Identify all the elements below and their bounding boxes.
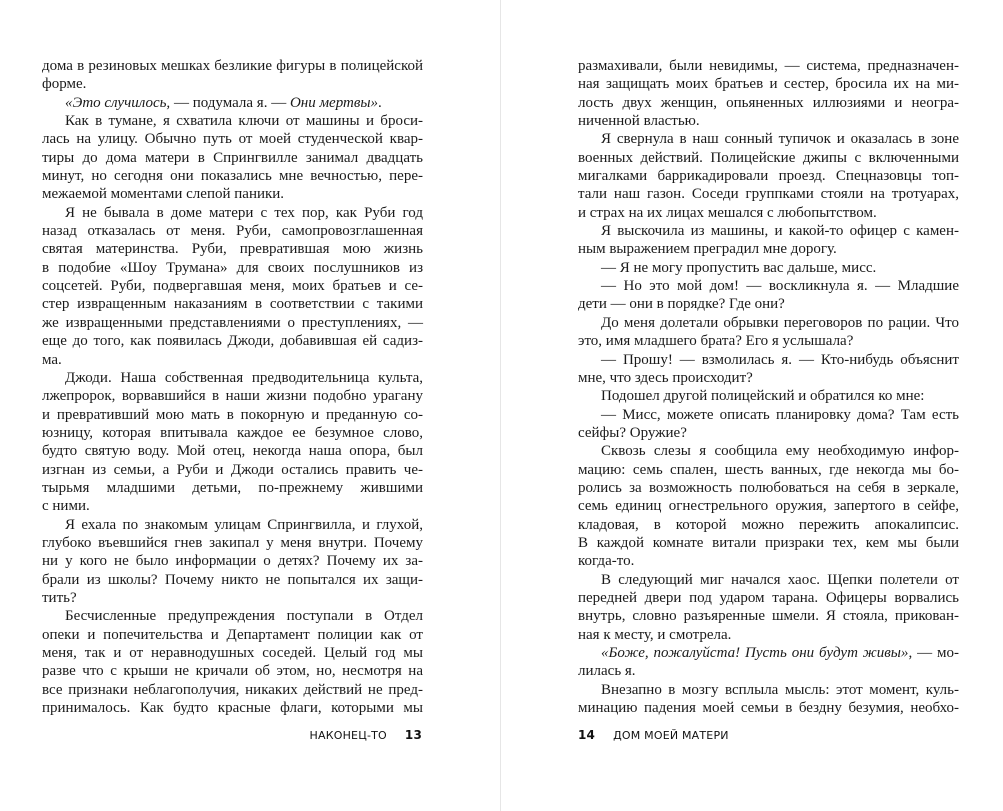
text-line [42, 94, 423, 112]
text-line: лость двух женщин, опьяненных иллюзиями и неогра- [578, 94, 959, 111]
text-line: стер извращенным наказаниям в соответствии с такими [42, 296, 423, 313]
text-line: же извращенными представлениями о преступлениях, — [42, 314, 423, 331]
text-line: в подобие «Шоу Трумана» для своих послушников из [42, 259, 423, 276]
text-segment: . [378, 94, 382, 111]
text-line: Бесчисленные предупреждения поступали в Отдел [65, 608, 423, 625]
text-line: Я ехала по знакомым улицам Спрингвилла, и глухой, [65, 516, 423, 533]
text-line: мигалками баррикадировали проезд. Спецназовцы топ- [578, 168, 959, 185]
text-line: тить? [42, 589, 77, 606]
text-line: тали наш газон. Соседи группками стояли на тротуарах, [578, 186, 959, 203]
text-line: семь единиц огнестрельного оружия, запертого в сейфе, [578, 498, 959, 515]
text-line: — Прошу! — взмолилась я. — Кто-нибудь объяснит [601, 351, 959, 368]
text-line: когда-то. [578, 553, 635, 570]
text-line: Внезапно в мозгу всплыла мысль: этот момент, куль- [601, 681, 959, 698]
left-page-footer [310, 728, 422, 742]
text-line: межаемой моментами слепой паники. [42, 186, 285, 203]
text-line: — Я не могу пропустить вас дальше, мисс. [601, 259, 877, 276]
text-line: размахивали, были невидимы, — система, предназначен- [578, 58, 959, 74]
text-line: Сквозь слезы я сообщила ему необходимую инфор- [601, 443, 959, 460]
right-page-body [578, 57, 959, 717]
text-line: ным выражением преградил мне дорогу. [578, 241, 837, 258]
running-head: НАКОНЕЦ-ТО [309, 729, 387, 742]
text-line: все признаки неблагополучия, никаких действий не пред- [42, 681, 423, 698]
text-line: ная защищать моих братьев и сестер, бросила их на ми- [578, 76, 959, 93]
text-line: соцсетей. Руби, подвергавшая меня, моих братьев и се- [42, 278, 423, 295]
text-line: лилась я. [578, 663, 636, 680]
text-line: тиры до дома матери в Спрингвилле занимал двадцать [42, 149, 423, 166]
running-head: ДОМ МОЕЙ МАТЕРИ [613, 729, 729, 742]
left-page-body [42, 57, 423, 717]
text-line: принималось. Как будто красные флаги, которыми мы [42, 700, 423, 717]
text-line: тырьмя младшими детьми, по-прежнему жившими [42, 479, 423, 496]
text-line: дома в резиновых мешках безликие фигуры в полицейской [42, 58, 423, 74]
text-line: — Мисс, можете описать планировку дома? Там есть [601, 406, 959, 423]
text-line: — Но это мой дом! — воскликнула я. — Младшие [601, 278, 959, 295]
text-line: лась на улицу. Обычно путь от моей студенческой квар- [42, 131, 423, 148]
text-line: еще до того, как появилась Джоди, добавившая ей садиз- [42, 333, 423, 350]
text-line: ни у кого не было информации о детях? Почему их за- [42, 553, 423, 570]
text-line: внутрь, словно разъяренные шмели. Я стояла, прикован- [578, 608, 959, 625]
text-line: меня, так и от неравнодушных соседей. Целый год мы [42, 645, 423, 661]
text-line: ная к месту, и смотрела. [578, 626, 732, 643]
text-line: Я не бывала в доме матери с тех пор, как Руби год [65, 204, 423, 221]
text-line: с ними. [42, 498, 90, 515]
italic-text: «Боже, пожалуйста! Пусть они будут живы» [601, 645, 909, 661]
text-line: Подошел другой полицейский и обратился ко мне: [601, 388, 925, 405]
gutter-divider [500, 0, 501, 811]
text-line: святая материнства. Руби, превратившая мою жизнь [42, 241, 423, 258]
text-line: ролись за возможность полюбоваться на себя в зеркале, [578, 479, 959, 496]
text-line: глубоко въевшийся гнев закипал у меня внутри. Почему [42, 534, 423, 551]
text-line: назад отказалась от меня. Руби, самопровозглашенная [42, 223, 423, 240]
text-line: юзницу, которая впитывала каждое ее безумное слово, [42, 424, 423, 441]
text-line: До меня долетали обрывки переговоров по рации. Что [601, 314, 959, 331]
text-line: Я выскочила из машины, и какой-то офицер с камен- [601, 223, 959, 240]
text-line: мне, что здесь происходит? [578, 369, 753, 386]
text-line: это, имя младшего брата? Его я услышала? [578, 333, 854, 350]
text-line: В следующий миг начался хаос. Щепки полетели от [601, 571, 959, 588]
text-line: разве что с крыши не кричали об этом, но, несмотря на [42, 663, 423, 680]
text-line: дети — они в порядке? Где они? [578, 296, 785, 313]
right-page-footer [578, 728, 729, 742]
text-line: военных действий. Полицейские джипы с включенными [578, 149, 959, 166]
text-line: Как в тумане, я схватила ключи от машины и броси- [65, 113, 423, 130]
text-segment: — подумала я. — [170, 94, 290, 111]
text-line: опеки и попечительства и Департамент полиции как от [42, 626, 423, 643]
text-line: форме. [42, 76, 87, 93]
text-line: минут, но сегодня они показались мне вечностью, пере- [42, 168, 423, 185]
text-line: будто святую воду. Мой отец, некогда наша опора, был [42, 443, 423, 460]
text-line: Джоди. Наша собственная предводительница культа, [65, 369, 423, 386]
italic-text: Они мертвы» [289, 94, 379, 111]
text-line: ма. [42, 351, 62, 368]
text-line: лжепророк, ворвавшийся в наши жизни подобно урагану [42, 388, 423, 405]
text-line: Я свернула в наш сонный тупичок и оказалась в зоне [601, 131, 959, 148]
text-line: мацию: семь спален, шесть ванных, где некогда мы бо- [578, 461, 959, 478]
text-line: передней двери под ударом тарана. Офицеры ворвались [578, 589, 959, 606]
text-segment: , — мо- [908, 645, 959, 661]
italic-text: «Это случилось, [65, 94, 171, 111]
text-line: и превративший мою мать в покорную и преданную со- [42, 406, 423, 423]
text-line [578, 644, 959, 662]
text-line: изгнан из семьи, а Руби и Джоди остались править че- [42, 461, 423, 478]
text-line: сейфы? Оружие? [578, 424, 687, 441]
text-line: В каждой комнате витали призраки тех, кем мы были [578, 534, 959, 551]
text-line: минацию падения моей семьи в бездну безумия, необхо- [578, 700, 959, 717]
text-line: ниченной властью. [578, 113, 700, 130]
text-line: и страх на их лицах мешался с любопытством. [578, 204, 877, 221]
text-line: кладовая, в которой можно пережить апокалипсис. [578, 516, 959, 533]
page-number: 13 [404, 728, 422, 742]
text-line: брали из школы? Почему никто не попытался их защи- [42, 571, 423, 588]
page-number: 14 [578, 728, 596, 742]
